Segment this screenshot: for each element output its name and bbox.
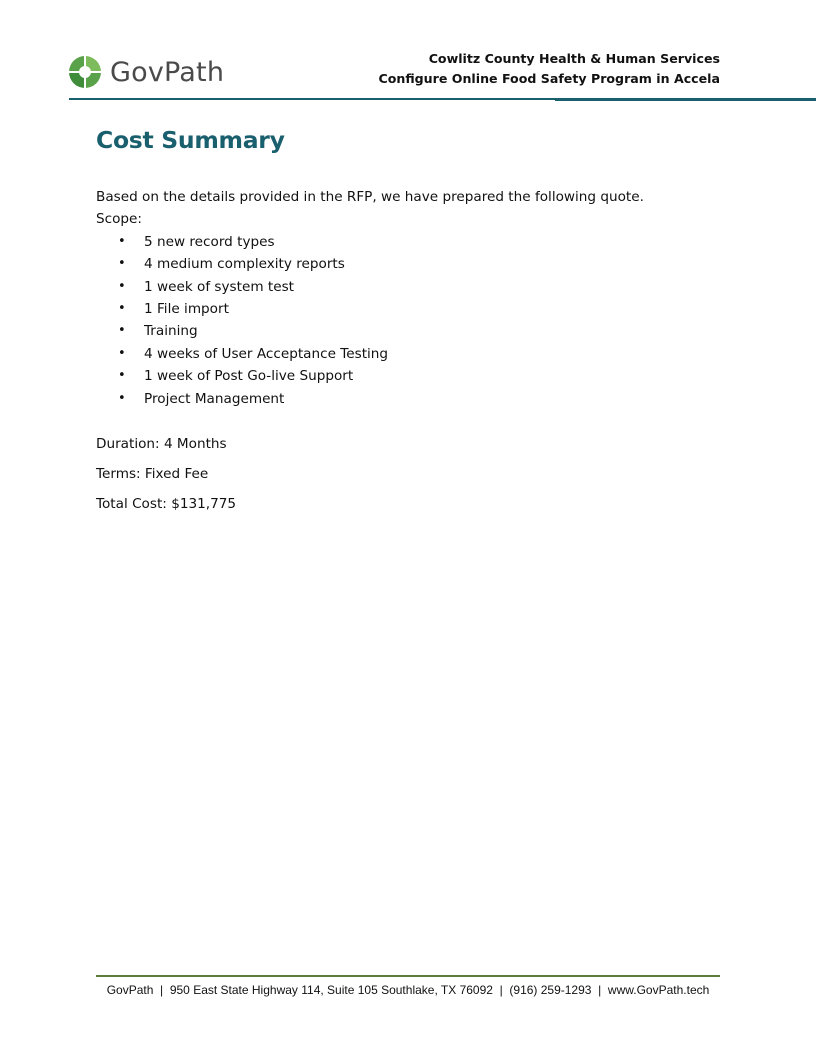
total-cost-text: Total Cost: $131,775	[96, 496, 237, 513]
bullet-icon: •	[118, 233, 126, 249]
govpath-logo	[68, 55, 224, 89]
scope-item-text: 4 weeks of User Acceptance Testing	[144, 345, 389, 362]
scope-list	[96, 231, 736, 410]
footer-text: GovPath | 950 East State Highway 114, Suite 105 Southlake, TX 76092 | (916) 259-1293 | www.GovPath.tech	[106, 983, 710, 997]
header-info	[378, 49, 720, 89]
list-item	[96, 343, 736, 365]
logo-text: GovPath	[110, 56, 225, 88]
footer-contact	[96, 983, 720, 997]
list-item	[96, 320, 736, 342]
bullet-icon: •	[118, 390, 126, 406]
footer-rule	[96, 975, 720, 977]
section-title: Cost Summary	[96, 126, 285, 154]
list-item	[96, 276, 736, 298]
bullet-icon: •	[118, 256, 126, 272]
list-item	[96, 365, 736, 387]
intro-paragraph: Based on the details provided in the RFP, we have prepared the following quote.	[96, 189, 644, 205]
scope-item-text: Project Management	[144, 390, 285, 407]
list-item	[96, 298, 736, 320]
scope-item-text: 1 week of Post Go-live Support	[144, 368, 354, 385]
cost-summary-section	[96, 126, 736, 515]
bullet-icon: •	[118, 368, 126, 384]
list-item	[96, 388, 736, 410]
scope-item-text: 1 week of system test	[144, 278, 295, 295]
bullet-icon: •	[118, 323, 126, 339]
scope-item-text: 4 medium complexity reports	[144, 256, 345, 273]
scope-label: Scope:	[96, 211, 142, 228]
bullet-icon: •	[118, 278, 126, 294]
terms-text: Terms: Fixed Fee	[96, 466, 209, 483]
scope-item-text: 5 new record types	[144, 233, 275, 250]
bullet-icon: •	[118, 345, 126, 361]
govpath-logo-icon	[68, 55, 102, 89]
list-item	[96, 231, 736, 253]
scope-item-text: 1 File import	[144, 301, 229, 318]
scope-item-text: Training	[144, 323, 198, 340]
project-name: Configure Online Food Safety Program in Accela	[378, 71, 720, 86]
duration-text: Duration: 4 Months	[96, 436, 227, 453]
bullet-icon: •	[118, 301, 126, 317]
list-item	[96, 253, 736, 275]
client-name: Cowlitz County Health & Human Services	[428, 51, 720, 66]
header-rule-accent	[555, 98, 816, 101]
